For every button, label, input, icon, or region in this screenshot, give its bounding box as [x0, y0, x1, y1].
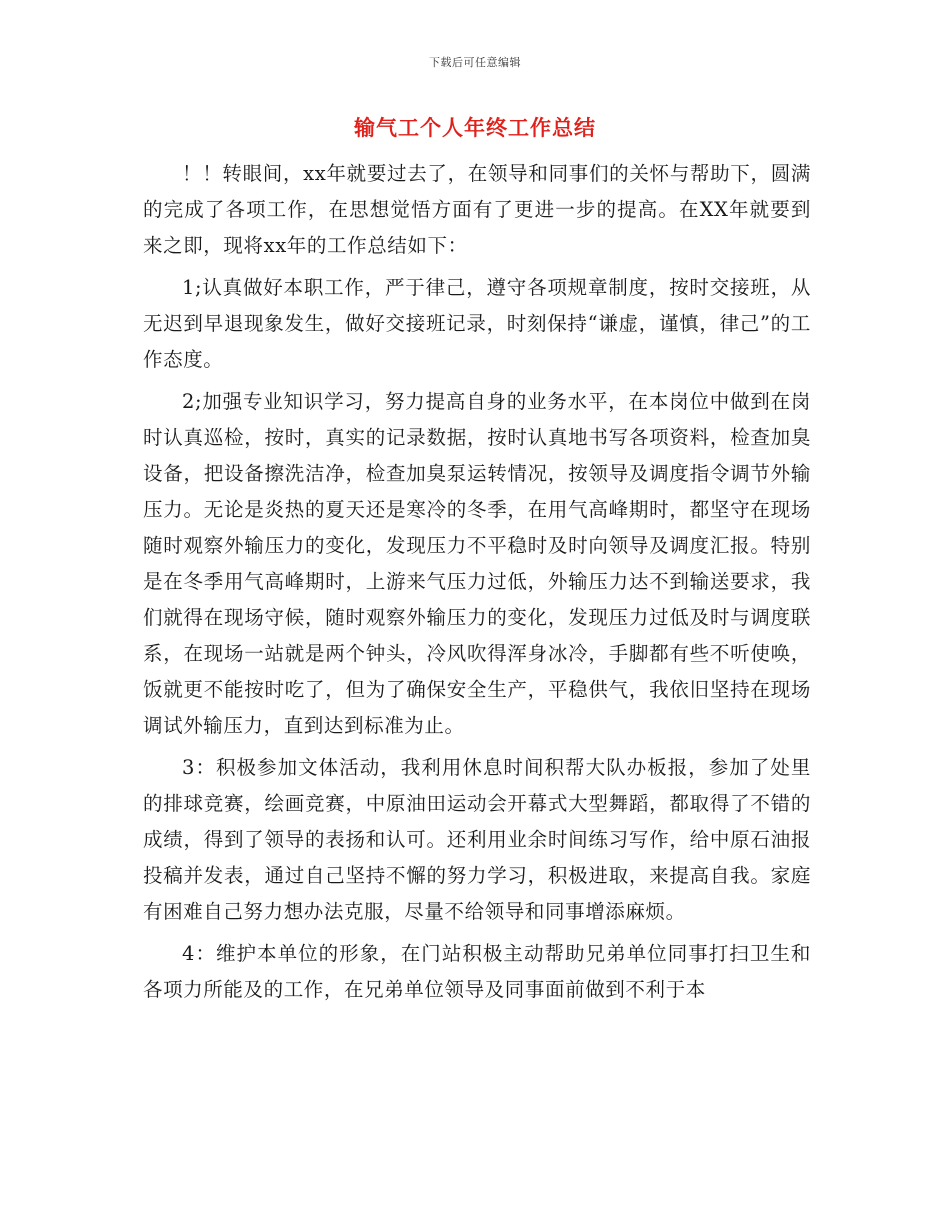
- paragraph-intro: ！！转眼间，xx年就要过去了，在领导和同事们的关怀与帮助下，圆满的完成了各项工作，在思想觉悟方面有了更进一步的提高。在XX年就要到来之即，现将xx年的工作总结如下：: [143, 162, 811, 257]
- document-body: [143, 156, 811, 1014]
- document-title: 输气工个人年终工作总结: [354, 116, 596, 140]
- paragraph-item-2: 2;加强专业知识学习，努力提高自身的业务水平，在本岗位中做到在岗时认真巡检，按时，真实的记录数据，按时认真地书写各项资料，检查加臭设备，把设备擦洗洁净，检查加臭泵运转情况，按领导及调度指令调节外输压力。无论是炎热的夏天还是寒冷的冬季，在用气高峰期时，都坚守在现场随时观察外输压力的变化，发现压力不平稳时及时向领导及调度汇报。特别是在冬季用气高峰期时，上游来气压力过低，外输压力达不到输送要求，我们就得在现场守候，随时观察外输压力的变化，发现压力过低及时与调度联系，在现场一站就是两个钟头，冷风吹得浑身冰冷，手脚都有些不听使唤，饭就更不能按时吃了，但为了确保安全生产，平稳供气，我依旧坚持在现场调试外输压力，直到达到标准为止。: [143, 390, 811, 737]
- header-note: 下载后可任意编辑: [429, 56, 521, 69]
- paragraph-item-3: 3：积极参加文体活动，我利用休息时间积帮大队办板报，参加了处里的排球竞赛，绘画竞赛，中原油田运动会开幕式大型舞蹈，都取得了不错的成绩，得到了领导的表扬和认可。还利用业余时间练习写作，给中原石油报投稿并发表，通过自己坚持不懈的努力学习，积极进取，来提高自我。家庭有困难自己努力想办法克服，尽量不给领导和同事增添麻烦。: [143, 756, 811, 923]
- paragraph-item-4: 4：维护本单位的形象，在门站积极主动帮助兄弟单位同事打扫卫生和各项力所能及的工作，在兄弟单位领导及同事面前做到不利于本: [143, 942, 811, 1001]
- paragraph-item-1: 1;认真做好本职工作，严于律己，遵守各项规章制度，按时交接班，从无迟到早退现象发生，做好交接班记录，时刻保持“谦虚，谨慎，律己”的工作态度。: [143, 276, 811, 371]
